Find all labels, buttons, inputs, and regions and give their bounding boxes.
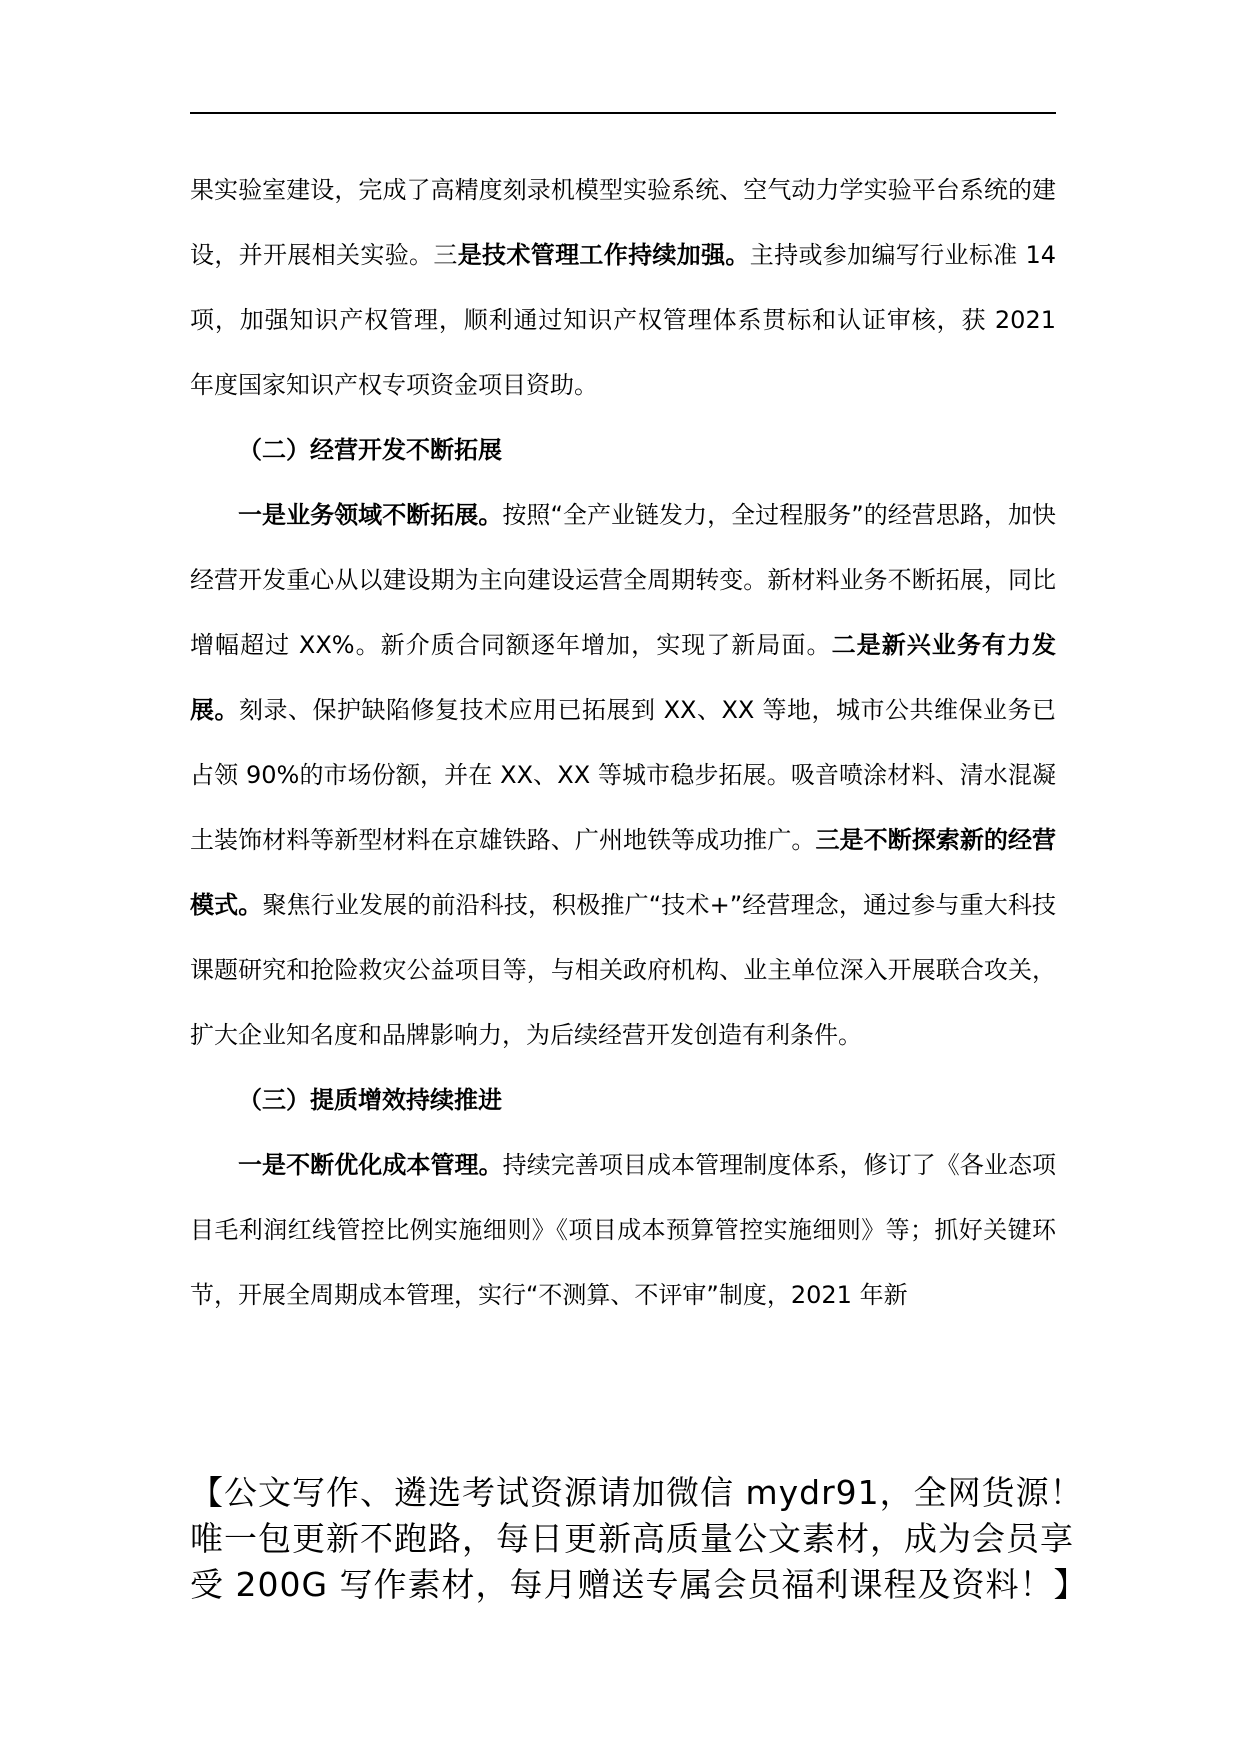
paragraph-1 xyxy=(190,158,1056,418)
promo-notice: 【公文写作、遴选考试资源请加微信 mydr91，全网货源！唯一包更新不跑路，每日更新高质量公文素材，成为会员享受 200G 写作素材，每月赠送专属会员福利课程及资料！】 xyxy=(190,1473,1088,1604)
paragraph-1-text: 果实验室建设，完成了高精度刻录机模型实验系统、空气动力学实验平台系统的建设，并开展相关实验。三 xyxy=(190,176,1056,269)
paragraph-1-bold: 是技术管理工作持续加强。 xyxy=(457,241,750,269)
paragraph-2-bold-2: 二是新兴业务有力发展。 xyxy=(190,631,1056,724)
section-heading-2-text: （二）经营开发不断拓展 xyxy=(238,436,502,464)
paragraph-2-text-3: 聚焦行业发展的前沿科技，积极推广“技术+”经营理念，通过参与重大科技课题研究和抢险救灾公益项目等，与相关政府机构、业主单位深入开展联合攻关，扩大企业知名度和品牌影响力，为后续经营开发创造有利条件。 xyxy=(190,891,1056,1049)
paragraph-2-text-1: 按照“全产业链发力，全过程服务”的经营思路，加快经营开发重心从以建设期为主向建设运营全周期转变。新材料业务不断拓展，同比增幅超过 XX%。新介质合同额逐年增加，实现了新局面。 xyxy=(190,501,1057,659)
section-heading-3 xyxy=(190,1068,1056,1133)
section-heading-3-text: （三）提质增效持续推进 xyxy=(238,1086,502,1114)
paragraph-3-bold-1: 一是不断优化成本管理。 xyxy=(238,1151,503,1179)
header-rule xyxy=(190,112,1056,114)
paragraph-2-text-2: 刻录、保护缺陷修复技术应用已拓展到 XX、XX 等地，城市公共维保业务已占领 90%的市场份额，并在 XX、XX 等城市稳步拓展。吸音喷涂材料、清水混凝土装饰材料等新型材料在京雄铁路、广州地铁等成功推广。 xyxy=(190,696,1056,854)
paragraph-2 xyxy=(190,483,1056,1068)
document-body xyxy=(190,158,1056,1328)
paragraph-3 xyxy=(190,1133,1056,1328)
paragraph-3-text-1: 持续完善项目成本管理制度体系，修订了《各业态项目毛利润红线管控比例实施细则》《项目成本预算管控实施细则》等；抓好关键环节，开展全周期成本管理，实行“不测算、不评审”制度，2021 年新 xyxy=(190,1151,1057,1309)
section-heading-2 xyxy=(190,418,1056,483)
paragraph-2-bold-3: 三是不断探索新的经营模式。 xyxy=(190,826,1056,919)
paragraph-2-bold-1: 一是业务领域不断拓展。 xyxy=(238,501,503,529)
paragraph-1-rest: 主持或参加编写行业标准 14 项，加强知识产权管理，顺利通过知识产权管理体系贯标和认证审核，获 2021 年度国家知识产权专项资金项目资助。 xyxy=(190,241,1057,399)
